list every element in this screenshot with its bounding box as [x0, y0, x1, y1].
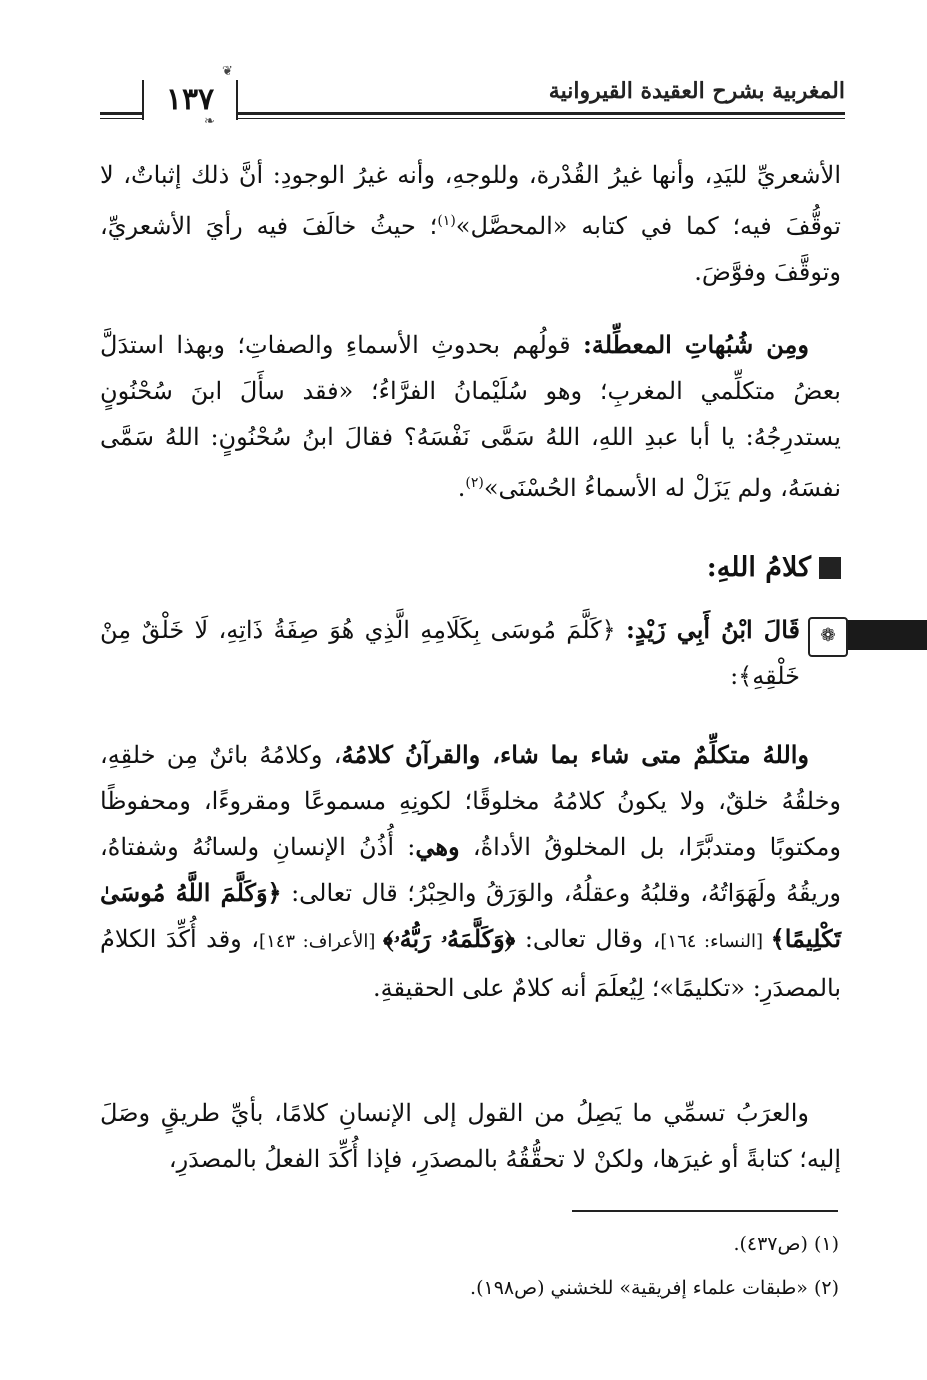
- footnotes: [470, 1222, 839, 1310]
- paragraph-text: : أُذُنُ الإنسانِ ولسانُهُ وشفتاهُ، وريقُهُ ولَهَوَاتُهُ، وقلبُهُ وعقلُهُ، والوَرَقُ والحِبْرُ؛ قال تعالى:: [100, 833, 841, 907]
- matn-speaker: قَالَ ابْنُ أَبِي زَيْدٍ:: [625, 615, 800, 644]
- page-number: ١٣٧: [142, 80, 238, 120]
- flourish-ornament-icon: ❧: [204, 114, 215, 129]
- rosette-icon: ❁: [808, 617, 848, 657]
- paragraph-2: [100, 322, 841, 511]
- quran-verse: ﴿وَكَلَّمَهُۥ رَبُّهُۥ﴾: [382, 924, 516, 953]
- footnote-item: (١) (ص٤٣٧).: [733, 1233, 839, 1255]
- paragraph-lead: واللهُ متكلِّمٌ متى شاء بما شاء، والقرآنُ كلامُهُ: [341, 740, 810, 769]
- paragraph-text: .: [457, 474, 466, 502]
- flourish-ornament-icon: ❦: [222, 64, 233, 79]
- verse-reference: [النساء: ١٦٤]: [660, 931, 771, 952]
- footnote-ref: (٢): [465, 475, 484, 491]
- paragraph-text: ، وقد أُكِّدَ الكلامُ بالمصدَرِ: «تكليمًا»؛ لِيُعلَمَ أنه كلامٌ على الحقيقةِ.: [100, 925, 841, 1002]
- verse-reference: [الأعراف: ١٤٣]: [259, 931, 383, 952]
- paragraph-1: [100, 152, 841, 295]
- paragraph-text: ؛ حيثُ خالَفَ فيه رأيَ الأشعريِّ، وتوقَّفَ وفوَّضَ.: [100, 212, 841, 286]
- section-heading: [707, 552, 841, 583]
- footnote-separator: [572, 1210, 838, 1212]
- footnote-item: (٢) «طبقات علماء إفريقية» للخشني (ص١٩٨).: [470, 1277, 839, 1299]
- matn-text: ﴿كَلَّمَ مُوسَى بِكَلَامِهِ الَّذِي هُوَ صِفَةُ ذَاتِهِ، لَا خَلْقٌ مِنْ خَلْقِهِ﴾:: [100, 616, 800, 690]
- section-title: كلامُ اللهِ:: [706, 552, 811, 583]
- footnote-ref: (١): [437, 213, 456, 229]
- book-title: المغربية بشرح العقيدة القيروانية: [548, 78, 845, 104]
- paragraph-text: والعرَبُ تسمِّي ما يَصِلُ من القول إلى الإنسانِ كلامًا، بأيِّ طريقٍ وصَلَ إليه؛ كتابةً أو غيرَها، ولكنْ لا تحقُّقُهُ بالمصدَرِ، فإذا أُكِّدَ الفعلُ بالمصدَرِ،: [100, 1099, 841, 1173]
- paragraph-text: الأشعريِّ لليَدِ، وأنها غيرُ القُدْرة، وللوجهِ، وأنه غيرُ الوجودِ: أنَّ ذلك إثباتٌ، لا توقُّفَ فيه؛ كما في كتابه «المحصَّل»: [100, 161, 841, 240]
- paragraph-text: ، وقال تعالى:: [515, 925, 661, 953]
- paragraph-bold: وهي: [415, 832, 460, 861]
- paragraph-4: [100, 732, 841, 1011]
- running-header: [100, 64, 845, 132]
- paragraph-5: [100, 1090, 841, 1182]
- matn-paragraph: [100, 607, 800, 699]
- paragraph-text: قولُهم بحدوثِ الأسماءِ والصفاتِ؛ وبهذا استدَلَّ بعضُ متكلِّمي المغربِ؛ وهو سُلَيْمانُ الفرَّاءُ؛ «فقد سأَلَ ابنَ سُحْنُونٍ يستدرِجُهُ: يا أبا عبدِ اللهِ، اللهُ سَمَّى نَفْسَهُ؟ فقالَ ابنُ سُحْنُونٍ: اللهُ سَمَّى نفسَهُ، ولم يَزَلْ له الأسماءُ الحُسْنَى»: [100, 331, 841, 502]
- quran-verse: ﴿وَكَلَّمَ اللَّهُ مُوسَىٰ تَكْلِيمًا﴾: [100, 878, 842, 953]
- section-ornament-icon: [819, 557, 841, 579]
- paragraph-text: ، وكلامُهُ بائنٌ مِن خلقِهِ، وخلقُهُ خلقٌ، ولا يكونُ كلامُهُ مخلوقًا؛ لكونِهِ مسموعًا ومقروءًا، ومحفوظًا ومكتوبًا ومتدبَّرًا، بل المخلوقُ الأداةُ،: [100, 741, 841, 861]
- paragraph-lead: ومِن شُبُهاتِ المعطِّلة:: [583, 330, 810, 359]
